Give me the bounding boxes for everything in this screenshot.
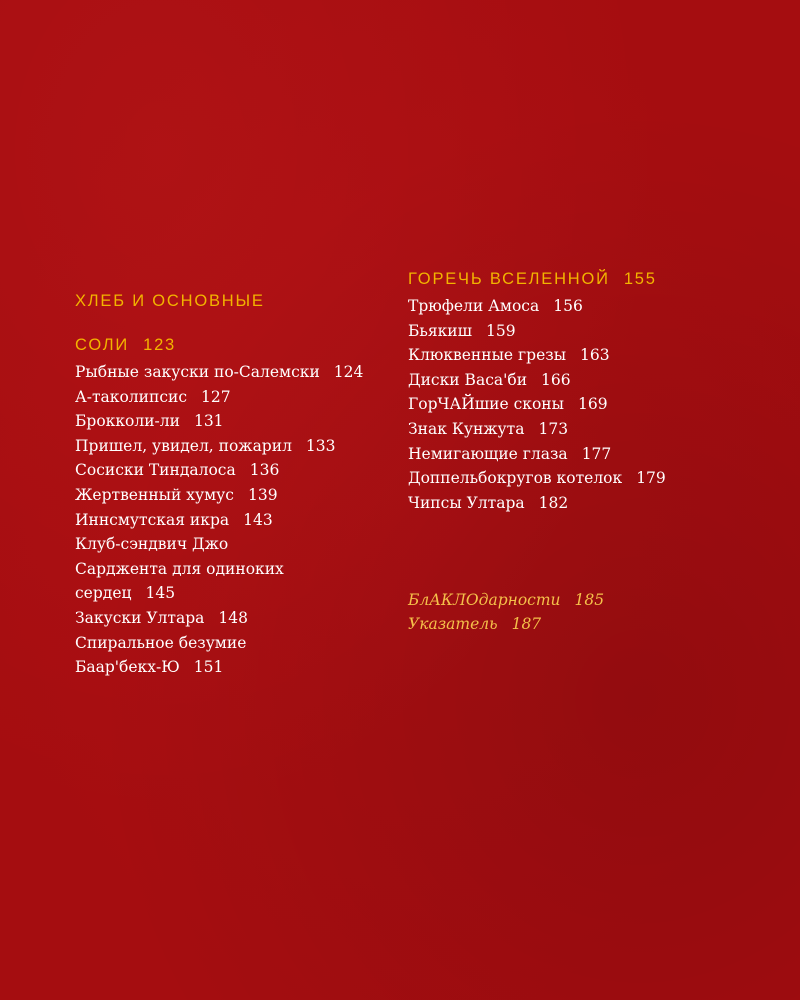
toc-entry-title: БлАКЛОдарности [408, 591, 561, 609]
toc-entry-page: 124 [333, 363, 364, 381]
section-heading-bread[interactable] [75, 268, 395, 356]
toc-entry[interactable] [75, 385, 395, 410]
toc-entry[interactable] [75, 409, 395, 434]
toc-entry-page: 169 [577, 395, 608, 414]
left-toc-column [75, 268, 395, 680]
toc-entry[interactable] [408, 442, 748, 467]
toc-entry-title: Чипсы Ултара [408, 493, 525, 512]
toc-entry[interactable] [75, 360, 395, 385]
toc-entry-title: Трюфели Амоса [408, 297, 540, 315]
toc-entry[interactable] [408, 319, 748, 344]
toc-entry[interactable] [408, 294, 748, 319]
toc-entry-title: Указатель [408, 615, 498, 633]
toc-entry-title: Доппельбокругов котелок [408, 469, 623, 488]
toc-entry[interactable] [75, 631, 275, 680]
toc-entry[interactable] [75, 532, 315, 606]
toc-entry-page: 143 [243, 510, 273, 529]
toc-entry-title: Диски Васа'би [408, 370, 528, 389]
section-heading-line-1: ХЛЕБ И ОСНОВНЫЕ [75, 292, 265, 310]
toc-entry[interactable] [408, 417, 748, 442]
toc-entry-page: 166 [541, 370, 571, 389]
toc-entry[interactable] [408, 392, 748, 417]
toc-entry-page: 131 [193, 412, 224, 431]
toc-entry-title: Иннсмутская икра [75, 510, 230, 529]
section-heading-title: ГОРЕЧЬ ВСЕЛЕННОЙ [408, 270, 610, 288]
toc-entry-title: Немигающие глаза [408, 444, 568, 463]
toc-entry[interactable] [75, 508, 395, 533]
toc-entry-title: Брокколи-ли [75, 412, 180, 431]
toc-entry[interactable] [408, 368, 748, 393]
toc-entry-title: Бьякиш [408, 321, 473, 340]
toc-entry-page: 151 [193, 658, 224, 677]
toc-entry-title: Закуски Ултара [75, 608, 205, 627]
toc-entry-page: 182 [538, 493, 569, 512]
section-heading-page: 123 [143, 336, 177, 354]
toc-entry-title: Рыбные закуски по-Салемски [75, 363, 320, 381]
section-heading-line-2: СОЛИ [75, 336, 130, 354]
section-heading-bitterness[interactable] [408, 268, 748, 290]
toc-entry-page: 185 [574, 591, 605, 609]
toc-entry-title: Клуб-сэндвич Джо Сарджента для одиноких сердец [75, 535, 284, 603]
toc-entry-page: 173 [538, 419, 569, 438]
toc-entry-page: 139 [247, 485, 278, 504]
toc-entry[interactable] [75, 458, 395, 483]
toc-entry[interactable] [408, 343, 748, 368]
toc-entry-page: 148 [218, 608, 248, 627]
toc-entry-page: 156 [553, 297, 583, 315]
toc-entry-page: 163 [580, 346, 610, 365]
toc-entry-page: 179 [636, 469, 666, 488]
toc-entry[interactable] [408, 491, 748, 516]
toc-entry-page: 187 [511, 615, 542, 633]
toc-entry-page: 127 [201, 387, 231, 406]
toc-entry-page: 159 [486, 321, 516, 340]
toc-entry-title: Знак Кунжута [408, 419, 525, 438]
section-heading-page: 155 [623, 270, 657, 288]
toc-entry[interactable] [75, 483, 395, 508]
toc-entry-title: Клюквенные грезы [408, 346, 567, 365]
toc-entry-title: Сосиски Тиндалоса [75, 461, 236, 480]
right-toc-column [408, 268, 748, 515]
toc-entry-acknowledgements[interactable] [408, 588, 604, 612]
toc-entry-title: Пришел, увидел, пожарил [75, 436, 292, 455]
toc-entry-page: 136 [249, 461, 280, 480]
toc-entry[interactable] [75, 606, 395, 631]
toc-entry[interactable] [75, 434, 395, 459]
toc-entry-page: 145 [145, 584, 176, 603]
toc-entry-title: Жертвенный хумус [75, 485, 234, 504]
toc-entry-title: ГорЧАЙшие сконы [408, 395, 564, 414]
toc-entry-title: Спиральное безумие Баар'бекх-Ю [75, 633, 247, 677]
toc-entry-page: 177 [581, 444, 612, 463]
toc-entry-index[interactable] [408, 612, 604, 636]
appendix-links [408, 588, 604, 636]
toc-entry-page: 133 [305, 436, 336, 455]
toc-entry-title: А-таколипсис [75, 387, 188, 406]
toc-entry[interactable] [408, 466, 748, 491]
